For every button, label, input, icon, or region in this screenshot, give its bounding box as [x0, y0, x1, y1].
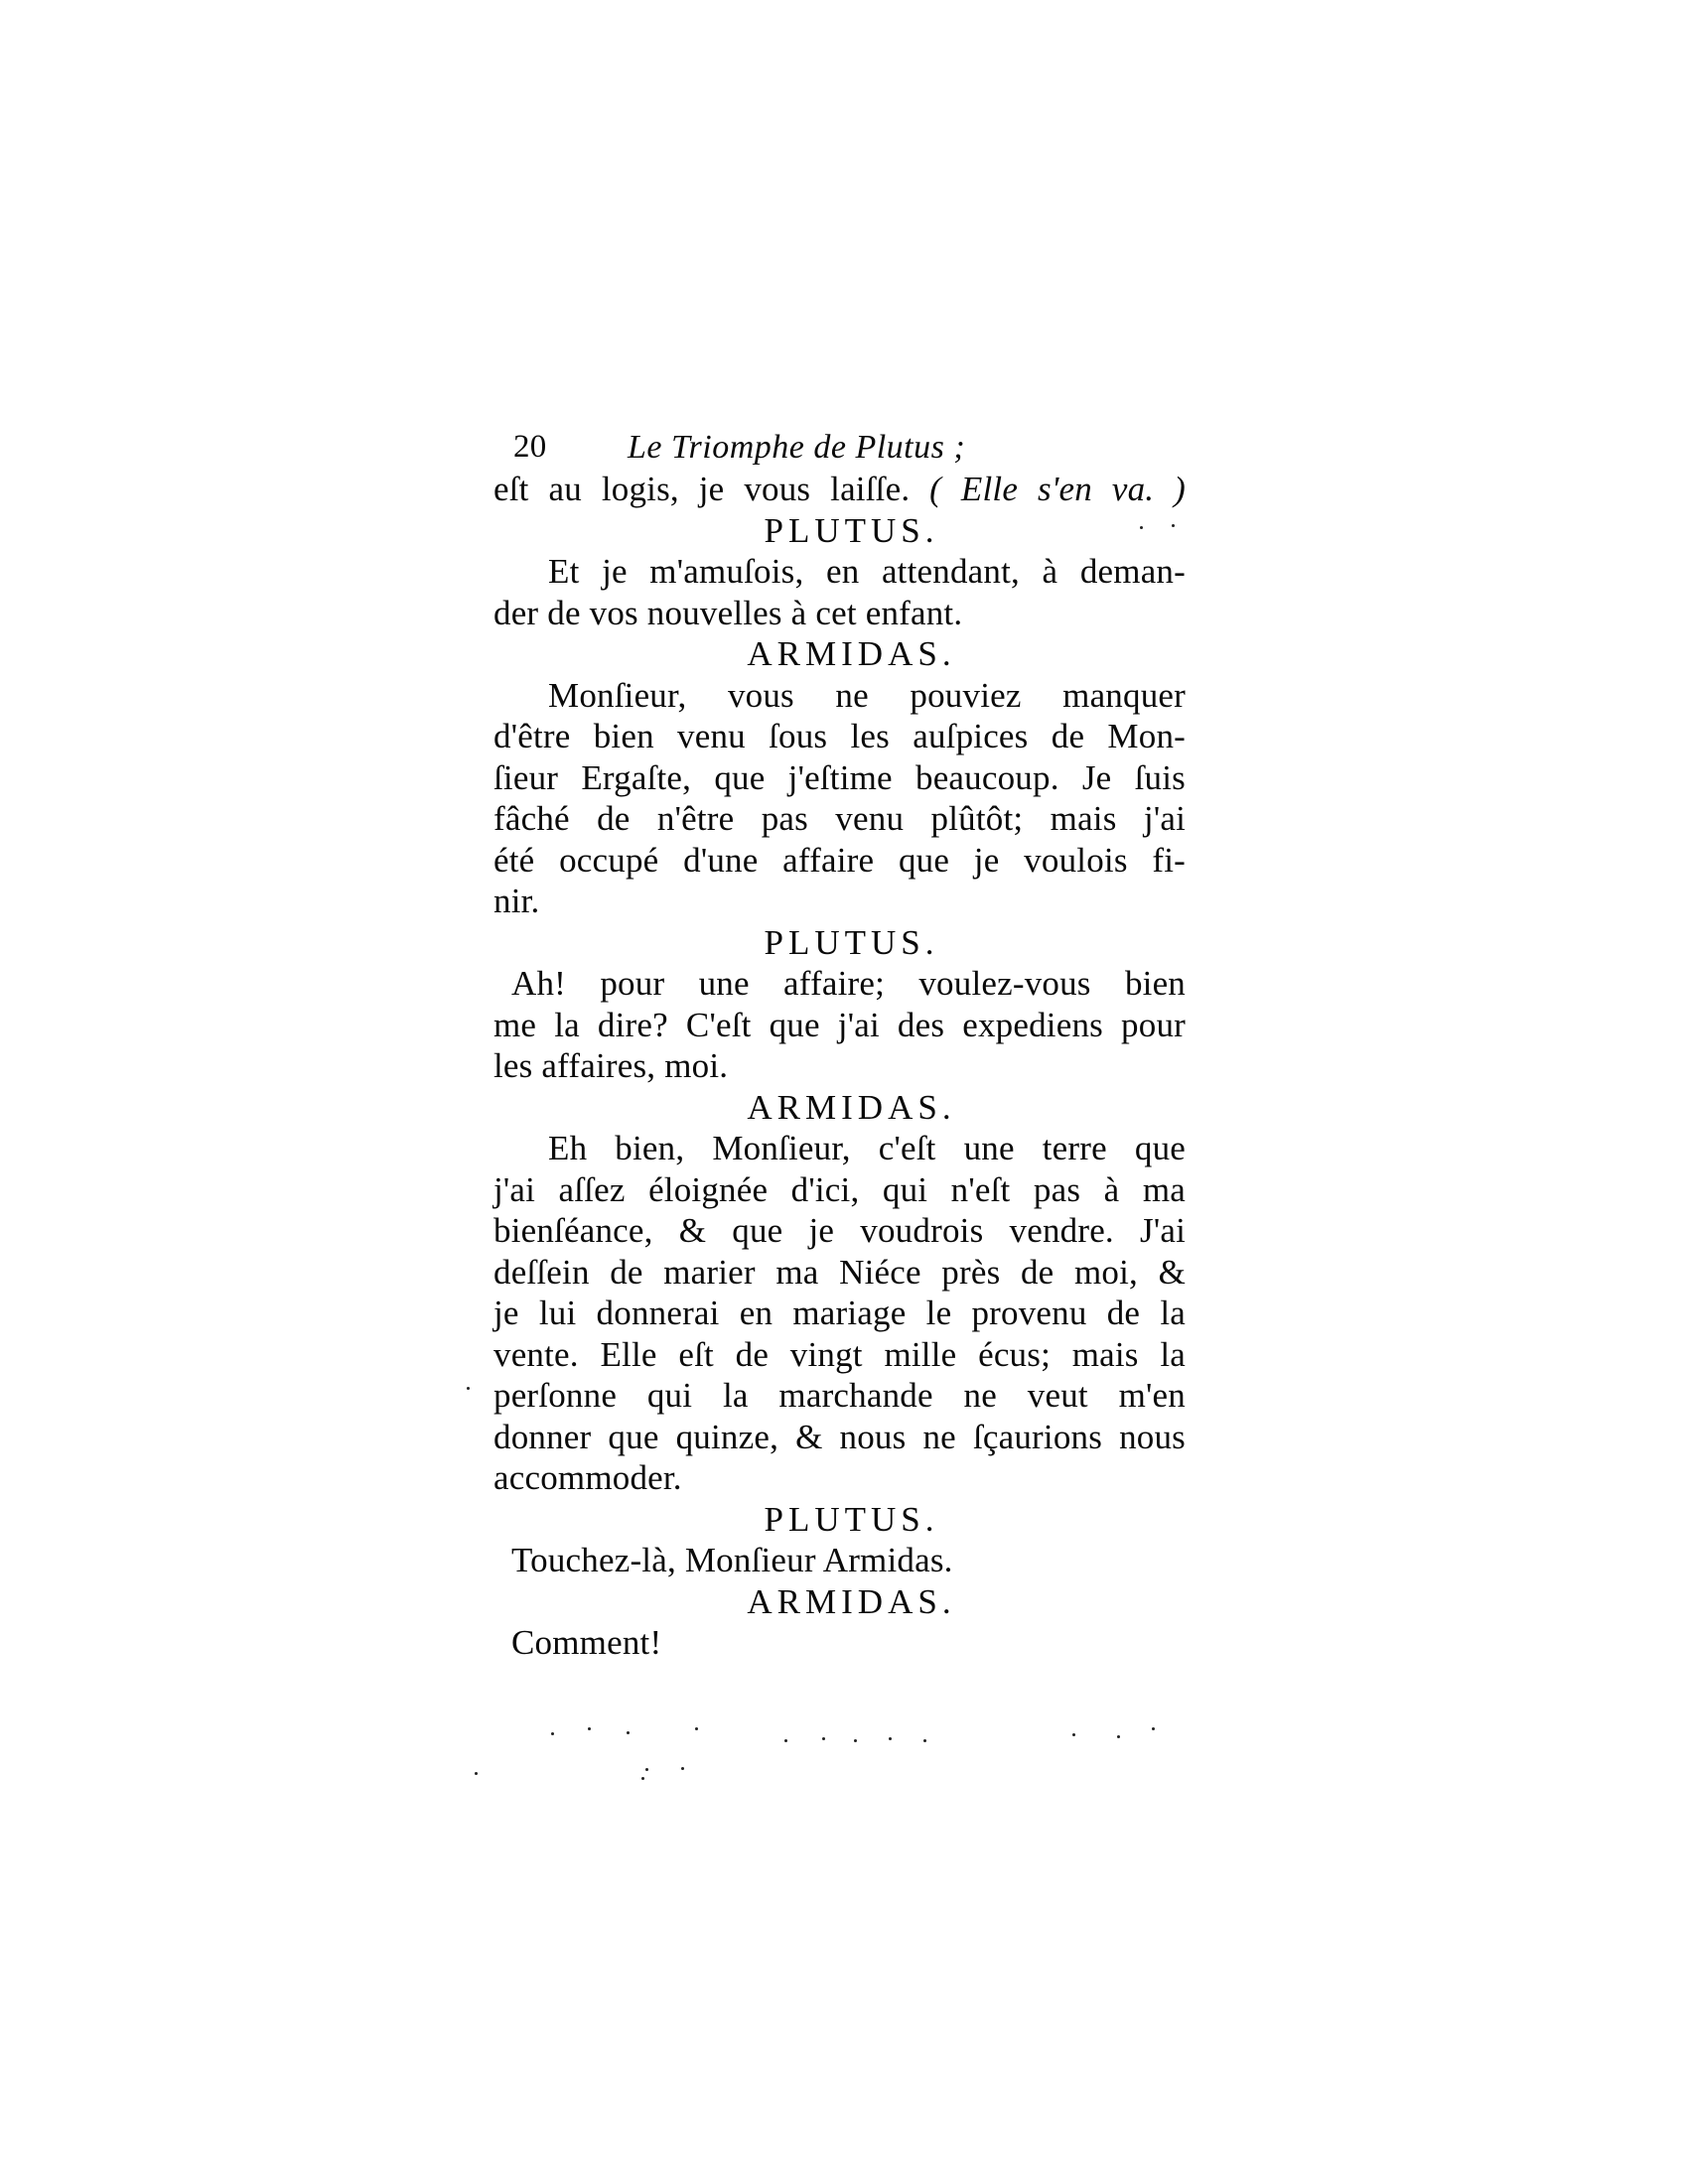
text-line: deſſein de marier ma Niéce près de moi, & — [493, 1252, 1186, 1292]
stage-direction: ( Elle s'en va. ) — [929, 470, 1186, 508]
speaker-name: ARMIDAS. — [747, 634, 956, 673]
text-line: me la dire? C'eſt que j'ai des expediens pour — [493, 1005, 1186, 1044]
text-line: les affaires, moi. — [493, 1046, 729, 1085]
text-line: nir. — [493, 882, 540, 920]
text-line: vente. Elle eſt de vingt mille écus; mais la — [493, 1334, 1186, 1374]
running-head: Le Triomphe de Plutus ; — [628, 429, 966, 466]
text-line: je lui donnerai en mariage le provenu de la — [493, 1294, 1186, 1332]
text-line: d'être bien venu ſous les auſpices de Mon- — [493, 717, 1186, 755]
text-line: der de vos nouvelles à cet enfant. — [493, 593, 963, 632]
text-line: Et je m'amuſois, en attendant, à deman- — [548, 552, 1186, 591]
speaker-name: PLUTUS. — [764, 1499, 939, 1539]
page-text-block — [493, 427, 1186, 1664]
text-line: Touchez-là, Monſieur Armidas. — [511, 1541, 953, 1579]
text-line: j'ai aſſez éloignée d'ici, qui n'eſt pas à ma — [493, 1169, 1186, 1209]
text-line: fâché de n'être pas venu plûtôt; mais j'ai — [493, 799, 1186, 838]
text-line: Eh bien, Monſieur, c'eſt une terre que — [548, 1129, 1186, 1167]
page-number: 20 — [513, 429, 547, 465]
text-line: bienſéance, & que je voudrois vendre. J'ai — [493, 1211, 1186, 1250]
text-line — [493, 469, 1186, 510]
speaker-name: PLUTUS. — [764, 510, 939, 550]
text-line: accommoder. — [493, 1458, 682, 1497]
text-line: perſonne qui la marchande ne veut m'en — [493, 1376, 1186, 1415]
text-line: ſieur Ergaſte, que j'eſtime beaucoup. Je ſuis — [493, 757, 1186, 797]
line-text: eſt au logis, je vous laiſſe. — [493, 470, 911, 508]
speaker-name: ARMIDAS. — [747, 1581, 956, 1621]
text-line: Ah! pour une affaire; voulez-vous bien — [511, 964, 1186, 1003]
text-line: Monſieur, vous ne pouviez manquer — [548, 675, 1186, 715]
speaker-name: PLUTUS. — [764, 922, 939, 962]
speaker-name: ARMIDAS. — [747, 1087, 956, 1127]
text-line: donner que quinze, & nous ne ſçaurions nous — [493, 1417, 1186, 1456]
page-header — [493, 427, 1186, 469]
text-line: été occupé d'une affaire que je voulois fi- — [493, 840, 1186, 880]
text-line: Comment! — [511, 1623, 662, 1662]
